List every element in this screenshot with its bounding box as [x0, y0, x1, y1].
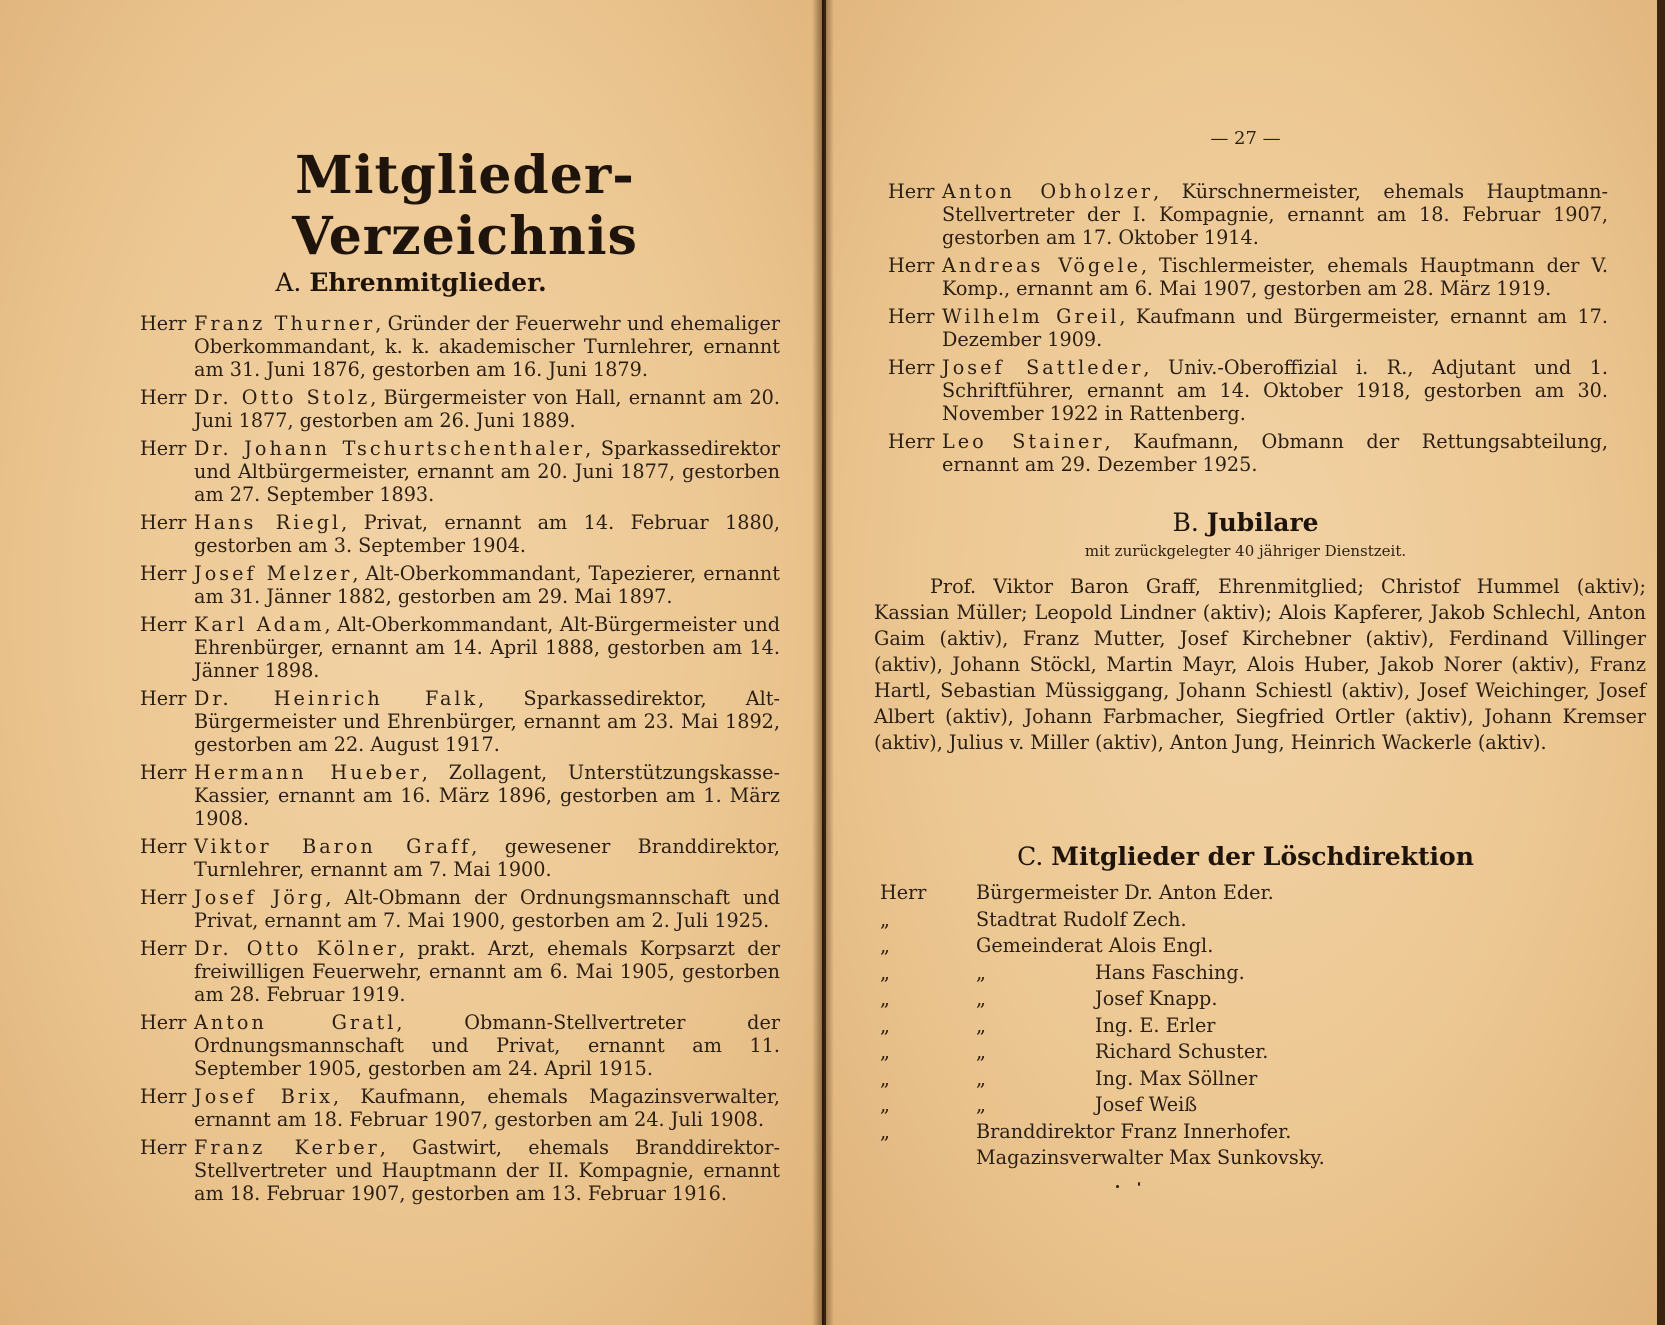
member-details: , Tischlermeister, ehemals Hauptmann der V. Komp., ernannt am 6. Mai 1907, gestorben am 28. März 1919. [942, 254, 1609, 300]
row-role: Branddirektor Franz Innerhofer. [976, 1119, 1292, 1143]
member-entry [140, 1011, 780, 1080]
book-gutter [812, 0, 834, 1325]
member-name: Hans Riegl [194, 511, 342, 534]
board-member-row [880, 1039, 1520, 1066]
row-prefix: „ [880, 987, 890, 1010]
title-prefix: Herr [888, 305, 935, 328]
board-member-row [880, 960, 1520, 987]
row-name: Josef Weiß [1095, 1093, 1198, 1116]
member-details: , Zollagent, Unterstützungskasse-Kassier, ernannt am 16. März 1896, gestorben am 1. März 1908. [194, 761, 780, 830]
row-role: Magazinsverwalter Max Sunkovsky. [976, 1146, 1325, 1169]
member-details: , Gründer der Feuerwehr und ehemaliger Oberkommandant, k. k. akademischer Turnlehrer, ernannt am 31. Juni 1876, gestorben am 16. Juni 1879. [194, 312, 780, 381]
member-name: Andreas Vögele [942, 254, 1142, 277]
member-details: , Alt-Obmann der Ordnungsmannschaft und Privat, ernannt am 7. Mai 1900, gestorben am 2. Juli 1925. [194, 886, 780, 932]
member-name: Dr. Johann Tschurtschenthaler [194, 437, 586, 460]
title-prefix: Herr [140, 1011, 187, 1034]
member-entry [140, 562, 780, 608]
board-member-row [880, 1066, 1520, 1093]
page-edge [1657, 0, 1665, 1325]
row-role: Gemeinderat Alois Engl. [976, 934, 1214, 957]
row-name: Ing. Max Söllner [1095, 1066, 1258, 1090]
member-details: , Obmann-Stellvertreter der Ordnungsmannschaft und Privat, ernannt am 11. September 1905, gestorben am 24. April 1915. [194, 1011, 780, 1080]
member-entry [140, 886, 780, 932]
board-member-row [880, 986, 1520, 1013]
row-prefix: „ [880, 907, 890, 931]
member-details: , prakt. Arzt, ehemals Korpsarzt der freiwilligen Feuerwehr, ernannt am 6. Mai 1905, gestorben am 28. Februar 1919. [194, 937, 780, 1006]
row-name: Richard Schuster. [1095, 1040, 1269, 1063]
member-entry [140, 687, 780, 756]
section-c-letter: C. [1017, 842, 1044, 871]
title-prefix: Herr [140, 1136, 187, 1159]
row-prefix: „ [880, 1093, 890, 1116]
title-prefix: Herr [140, 386, 187, 409]
member-entry [140, 386, 780, 432]
page-title: Mitglieder-Verzeichnis [292, 145, 638, 267]
honorary-members-list [140, 312, 780, 1210]
section-c-heading [826, 842, 1665, 871]
board-member-row [880, 1119, 1520, 1146]
row-prefix: „ [880, 1040, 890, 1063]
print-speck [1116, 1185, 1119, 1188]
row-role: „ [976, 960, 986, 984]
member-name: Dr. Otto Stolz [194, 386, 371, 409]
section-b-subheading: mit zurückgelegter 40 jähriger Dienstzeit. [1084, 542, 1407, 560]
title-prefix: Herr [888, 254, 935, 277]
member-name: Leo Stainer [942, 430, 1105, 453]
member-name: Hermann Hueber [194, 761, 422, 784]
section-b-heading [826, 508, 1665, 537]
print-speck [1138, 1182, 1140, 1186]
row-role: Stadtrat Rudolf Zech. [976, 907, 1187, 931]
section-c-title: Mitglieder der Löschdirektion [1051, 842, 1474, 871]
row-prefix: „ [880, 960, 890, 984]
member-name: Franz Kerber [194, 1136, 380, 1159]
member-entry [140, 937, 780, 1006]
section-b-title: Jubilare [1206, 508, 1319, 537]
member-details: , Kaufmann, Obmann der Rettungsabteilung, ernannt am 29. Dezember 1925. [942, 430, 1608, 476]
section-a-heading [0, 268, 822, 297]
member-details: , Univ.-Oberoffizial i. R., Adjutant und 1. Schriftführer, ernannt am 14. Oktober 1918, gestorben am 30. November 1922 in Rattenberg. [942, 356, 1608, 425]
member-entry [140, 613, 780, 682]
board-member-row [880, 907, 1520, 934]
board-member-row [880, 1013, 1520, 1040]
member-name: Josef Brix [194, 1085, 333, 1108]
section-a-title: Ehrenmitglieder. [309, 268, 547, 297]
member-entry [888, 180, 1608, 249]
title-prefix: Herr [888, 180, 935, 203]
title-prefix: Herr [140, 761, 187, 784]
member-details: , gewesener Branddirektor, Turnlehrer, ernannt am 7. Mai 1900. [194, 835, 780, 881]
title-prefix: Herr [140, 886, 187, 909]
member-details: , Kürschnermeister, ehemals Hauptmann-Stellvertreter der I. Kompagnie, ernannt am 18. Februar 1907, gestorben am 17. Oktober 1914. [942, 180, 1608, 249]
member-entry [140, 437, 780, 506]
member-entry [888, 430, 1608, 476]
member-details: , Alt-Oberkommandant, Tapezierer, ernannt am 31. Jänner 1882, gestorben am 29. Mai 1897. [194, 562, 781, 608]
member-details: , Privat, ernannt am 14. Februar 1880, gestorben am 3. September 1904. [194, 511, 780, 557]
title-prefix: Herr [888, 430, 935, 453]
section-a-letter: A. [275, 268, 302, 297]
member-entry [888, 254, 1608, 300]
member-entry [888, 356, 1608, 425]
row-role: „ [976, 1066, 986, 1090]
jubilare-list: Prof. Viktor Baron Graff, Ehrenmitglied; Christof Hummel (aktiv); Kassian Müller; Leopold Lindner (aktiv); Alois Kapferer, Jakob Schlechl, Anton Gaim (aktiv), Franz Mutter, Josef Kirchebner (aktiv), Ferdinand Villinger (aktiv), Johann Stöckl, Martin Mayr, Alois Huber, Jakob Norer (aktiv), Franz Hartl, Sebastian Müssiggang, Johann Schiestl (aktiv), Josef Weichinger, Josef Albert (aktiv), Johann Farbmacher, Siegfried Ortler (aktiv), Johann Kremser (aktiv), Julius v. Miller (aktiv), Anton Jung, Heinrich Wackerle (aktiv). [874, 575, 1646, 754]
title-prefix: Herr [140, 835, 187, 858]
board-member-row [880, 1145, 1520, 1172]
member-name: Anton Obholzer [942, 180, 1154, 203]
row-role: „ [976, 1013, 986, 1037]
member-entry [888, 305, 1608, 351]
title-prefix: Herr [140, 937, 187, 960]
title-prefix: Herr [140, 687, 187, 710]
left-page [0, 0, 822, 1325]
member-name: Anton Gratl [194, 1011, 397, 1034]
row-prefix: Herr [880, 881, 927, 904]
member-entry [140, 1136, 780, 1205]
member-name: Viktor Baron Graff [194, 835, 472, 858]
member-name: Josef Melzer [194, 562, 353, 585]
row-name: Hans Fasching. [1095, 960, 1245, 984]
right-page [826, 0, 1665, 1325]
member-details: , Kaufmann und Bürgermeister, ernannt am 17. Dezember 1909. [942, 305, 1608, 351]
title-prefix: Herr [140, 613, 187, 636]
row-prefix: „ [880, 1066, 890, 1090]
title-prefix: Herr [140, 312, 187, 335]
member-entry [140, 511, 780, 557]
member-details: , Sparkassedirektor und Altbürgermeister, ernannt am 20. Juni 1877, gestorben am 27. September 1893. [194, 437, 780, 506]
section-b-letter: B. [1172, 508, 1199, 537]
member-name: Dr. Heinrich Falk [194, 687, 479, 710]
member-name: Franz Thurner [194, 312, 376, 335]
row-role: Bürgermeister Dr. Anton Eder. [976, 881, 1274, 904]
title-prefix: Herr [140, 1085, 187, 1108]
row-name: Josef Knapp. [1095, 987, 1218, 1010]
member-name: Wilhelm Greil [942, 305, 1120, 328]
row-prefix: „ [880, 934, 890, 957]
row-name: Ing. E. Erler [1095, 1013, 1216, 1037]
member-entry [140, 1085, 780, 1131]
member-name: Dr. Otto Kölner [194, 937, 400, 960]
member-entry [140, 312, 780, 381]
member-name: Josef Jörg [194, 886, 326, 909]
title-prefix: Herr [140, 511, 187, 534]
member-entry [140, 761, 780, 830]
member-name: Josef Sattleder [942, 356, 1144, 379]
member-name: Karl Adam [194, 613, 325, 636]
honorary-members-list-continued [888, 180, 1608, 481]
row-role: „ [976, 987, 986, 1010]
page-number: — 27 — [1210, 128, 1281, 149]
title-prefix: Herr [140, 562, 187, 585]
member-entry [140, 835, 780, 881]
board-member-row [880, 880, 1520, 907]
member-details: , Sparkassedirektor, Alt-Bürgermeister und Ehrenbürger, ernannt am 23. Mai 1892, gestorben am 22. August 1917. [194, 687, 780, 756]
fire-board-list [880, 880, 1520, 1172]
member-details: , Gastwirt, ehemals Branddirektor-Stellvertreter und Hauptmann der II. Kompagnie, ernannt am 18. Februar 1907, gestorben am 13. Februar 1916. [194, 1136, 780, 1205]
row-role: „ [976, 1040, 986, 1063]
board-member-row [880, 1092, 1520, 1119]
board-member-row [880, 933, 1520, 960]
row-prefix: „ [880, 1013, 890, 1037]
title-prefix: Herr [140, 437, 187, 460]
row-role: „ [976, 1093, 986, 1116]
row-prefix: „ [880, 1119, 890, 1143]
member-details: , Alt-Oberkommandant, Alt-Bürgermeister und Ehrenbürger, ernannt am 14. April 1888, gestorben am 14. Jänner 1898. [194, 613, 780, 682]
member-details: , Bürgermeister von Hall, ernannt am 20. Juni 1877, gestorben am 26. Juni 1889. [194, 386, 780, 432]
member-details: , Kaufmann, ehemals Magazinsverwalter, ernannt am 18. Februar 1907, gestorben am 24. Juli 1908. [194, 1085, 780, 1131]
title-prefix: Herr [888, 356, 935, 379]
